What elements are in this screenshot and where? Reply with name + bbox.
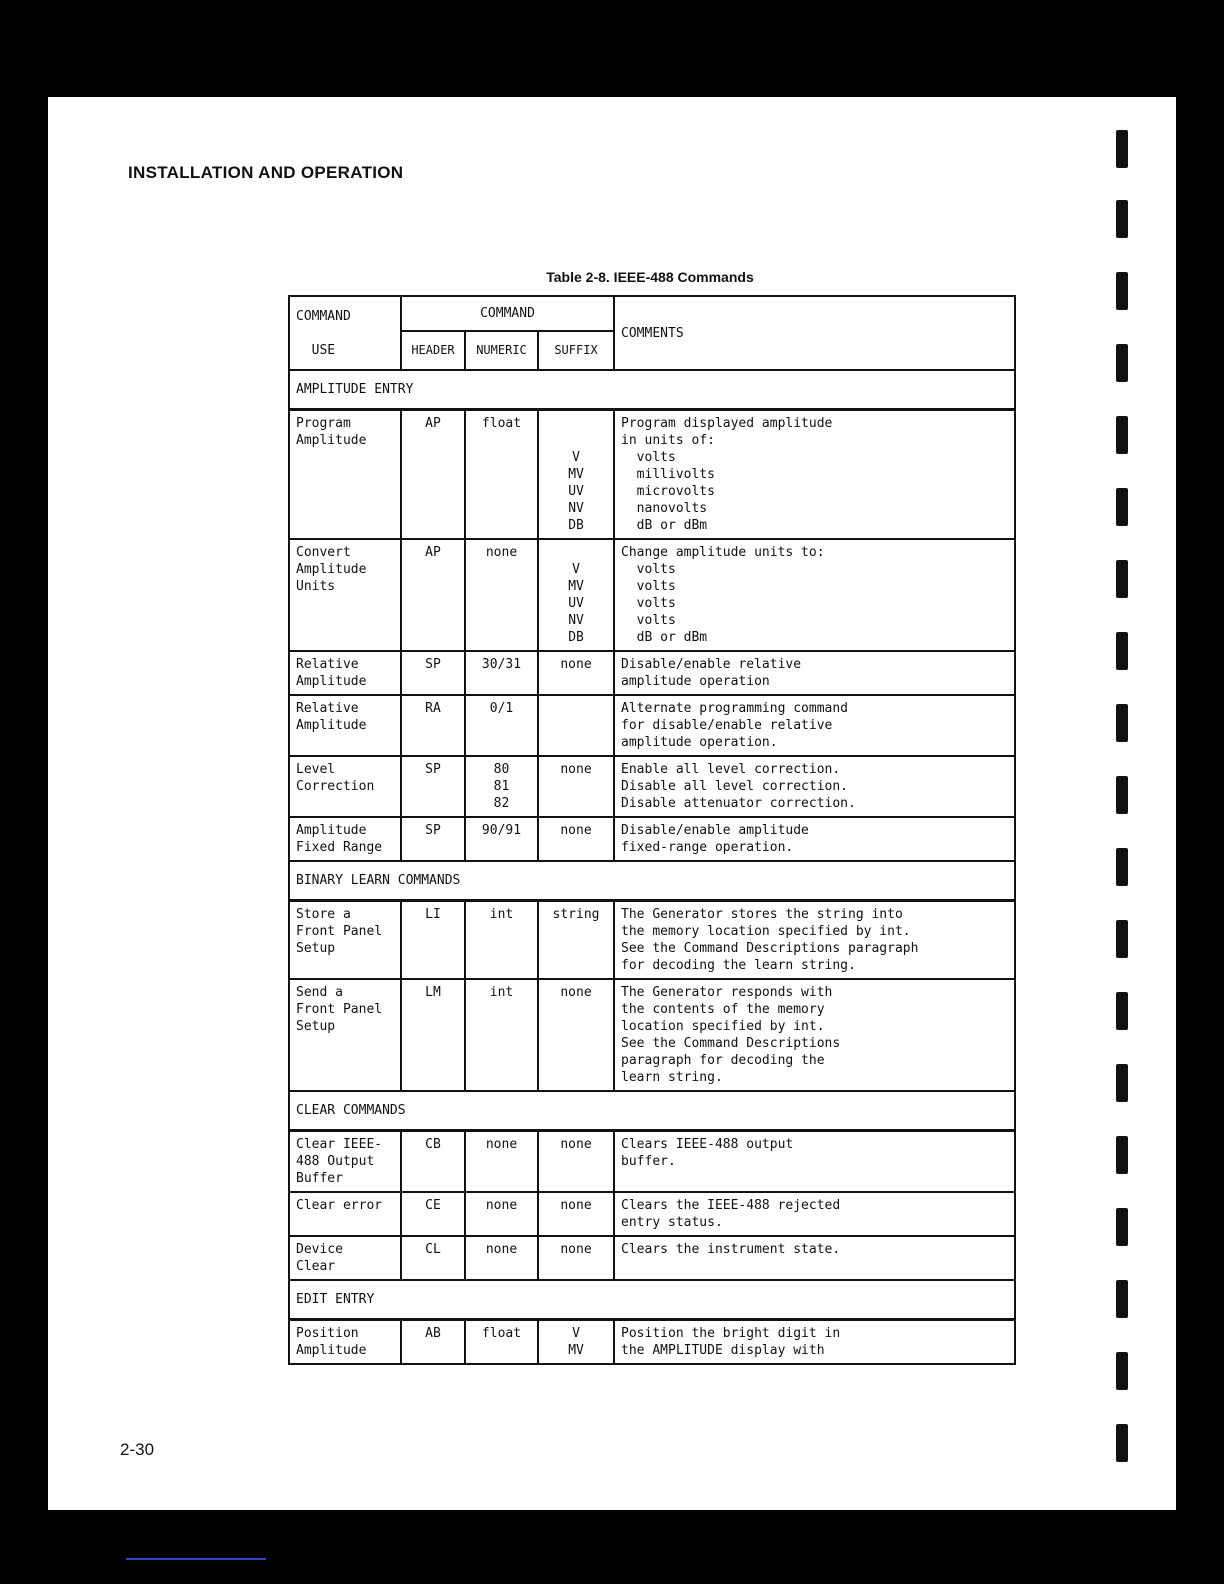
cell-use: Store a Front Panel Setup — [289, 901, 401, 980]
table-row — [289, 1236, 1015, 1280]
cell-suffix: none — [538, 1236, 614, 1280]
cell-use: Relative Amplitude — [289, 651, 401, 695]
cell-comments: Clears the instrument state. — [614, 1236, 1015, 1280]
cell-numeric: 30/31 — [465, 651, 538, 695]
cell-header: SP — [401, 651, 465, 695]
table-row — [289, 695, 1015, 756]
cell-use: Amplitude Fixed Range — [289, 817, 401, 861]
cell-comments: Clears the IEEE-488 rejected entry status. — [614, 1192, 1015, 1236]
binding-mark — [1116, 130, 1128, 168]
cell-numeric: none — [465, 539, 538, 651]
cell-numeric: none — [465, 1192, 538, 1236]
cell-suffix: V MV — [538, 1320, 614, 1365]
binding-mark — [1116, 704, 1128, 742]
cell-header: SP — [401, 756, 465, 817]
cell-comments: Change amplitude units to: volts volts volts volts dB or dBm — [614, 539, 1015, 651]
cell-header: AP — [401, 410, 465, 540]
cell-comments: Disable/enable relative amplitude operation — [614, 651, 1015, 695]
section-row — [289, 370, 1015, 410]
section-row — [289, 1091, 1015, 1131]
cell-comments: Alternate programming command for disable/enable relative amplitude operation. — [614, 695, 1015, 756]
table-row — [289, 410, 1015, 540]
table-row — [289, 1192, 1015, 1236]
binding-mark — [1116, 1352, 1128, 1390]
cell-numeric: none — [465, 1131, 538, 1193]
binding-mark — [1116, 488, 1128, 526]
cell-comments: Enable all level correction. Disable all level correction. Disable attenuator correction. — [614, 756, 1015, 817]
section-binary-learn: BINARY LEARN COMMANDS — [289, 861, 1015, 901]
page-number: 2-30 — [120, 1440, 155, 1459]
cell-numeric: none — [465, 1236, 538, 1280]
cell-comments: Program displayed amplitude in units of: volts millivolts microvolts nanovolts dB or dBm — [614, 410, 1015, 540]
binding-mark — [1116, 1280, 1128, 1318]
cell-header: AP — [401, 539, 465, 651]
binding-mark — [1116, 560, 1128, 598]
table-row — [289, 539, 1015, 651]
cell-use: Relative Amplitude — [289, 695, 401, 756]
cell-use: Send a Front Panel Setup — [289, 979, 401, 1091]
cell-suffix: string — [538, 901, 614, 980]
table-row — [289, 756, 1015, 817]
cell-suffix: none — [538, 756, 614, 817]
binding-mark — [1116, 1208, 1128, 1246]
section-row — [289, 1280, 1015, 1320]
table-row — [289, 901, 1015, 980]
cell-header: SP — [401, 817, 465, 861]
cell-suffix — [538, 695, 614, 756]
cell-numeric: int — [465, 901, 538, 980]
cell-header: CL — [401, 1236, 465, 1280]
section-clear-commands: CLEAR COMMANDS — [289, 1091, 1015, 1131]
cell-header: LI — [401, 901, 465, 980]
scan-edge-line — [126, 1558, 266, 1560]
cell-header: AB — [401, 1320, 465, 1365]
cell-numeric: float — [465, 410, 538, 540]
table-header-row — [289, 296, 1015, 331]
column-header-comments: COMMENTS — [614, 296, 1015, 370]
cell-numeric: 0/1 — [465, 695, 538, 756]
cell-suffix: none — [538, 1131, 614, 1193]
cell-suffix: V MV UV NV DB — [538, 410, 614, 540]
column-header-suffix: SUFFIX — [538, 331, 614, 370]
binding-mark — [1116, 1424, 1128, 1462]
section-edit-entry: EDIT ENTRY — [289, 1280, 1015, 1320]
cell-comments: Position the bright digit in the AMPLITUDE display with — [614, 1320, 1015, 1365]
binding-mark — [1116, 992, 1128, 1030]
cell-header: CB — [401, 1131, 465, 1193]
cell-numeric: 80 81 82 — [465, 756, 538, 817]
cell-suffix: none — [538, 1192, 614, 1236]
cell-comments: Disable/enable amplitude fixed-range operation. — [614, 817, 1015, 861]
cell-use: Clear IEEE- 488 Output Buffer — [289, 1131, 401, 1193]
binding-mark — [1116, 776, 1128, 814]
cell-suffix: V MV UV NV DB — [538, 539, 614, 651]
cell-suffix: none — [538, 651, 614, 695]
cell-comments: Clears IEEE-488 output buffer. — [614, 1131, 1015, 1193]
cell-use: Program Amplitude — [289, 410, 401, 540]
cell-header: RA — [401, 695, 465, 756]
binding-mark — [1116, 344, 1128, 382]
column-header-command-use: COMMAND USE — [289, 296, 401, 370]
commands-table — [288, 295, 1016, 1365]
cell-use: Position Amplitude — [289, 1320, 401, 1365]
section-amplitude-entry: AMPLITUDE ENTRY — [289, 370, 1015, 410]
table-row — [289, 1131, 1015, 1193]
cell-suffix: none — [538, 979, 614, 1091]
cell-header: LM — [401, 979, 465, 1091]
cell-suffix: none — [538, 817, 614, 861]
column-header-numeric: NUMERIC — [465, 331, 538, 370]
binding-mark — [1116, 272, 1128, 310]
column-header-header: HEADER — [401, 331, 465, 370]
table-row — [289, 1320, 1015, 1365]
cell-use: Convert Amplitude Units — [289, 539, 401, 651]
cell-numeric: 90/91 — [465, 817, 538, 861]
cell-header: CE — [401, 1192, 465, 1236]
binding-mark — [1116, 200, 1128, 238]
column-header-command: COMMAND — [401, 296, 614, 331]
cell-comments: The Generator stores the string into the memory location specified by int. See the Command Descriptions paragraph for decoding the learn string. — [614, 901, 1015, 980]
cell-numeric: int — [465, 979, 538, 1091]
table-row — [289, 651, 1015, 695]
cell-numeric: float — [465, 1320, 538, 1365]
binding-mark — [1116, 920, 1128, 958]
cell-use: Device Clear — [289, 1236, 401, 1280]
binding-mark — [1116, 848, 1128, 886]
table-row — [289, 817, 1015, 861]
binding-mark — [1116, 1064, 1128, 1102]
table-title: Table 2-8. IEEE-488 Commands — [546, 269, 754, 285]
binding-mark — [1116, 632, 1128, 670]
binding-mark — [1116, 416, 1128, 454]
cell-comments: The Generator responds with the contents of the memory location specified by int. See the Command Descriptions paragraph for decoding the learn string. — [614, 979, 1015, 1091]
section-row — [289, 861, 1015, 901]
binding-mark — [1116, 1136, 1128, 1174]
cell-use: Clear error — [289, 1192, 401, 1236]
table-row — [289, 979, 1015, 1091]
running-head: INSTALLATION AND OPERATION — [128, 163, 404, 182]
cell-use: Level Correction — [289, 756, 401, 817]
